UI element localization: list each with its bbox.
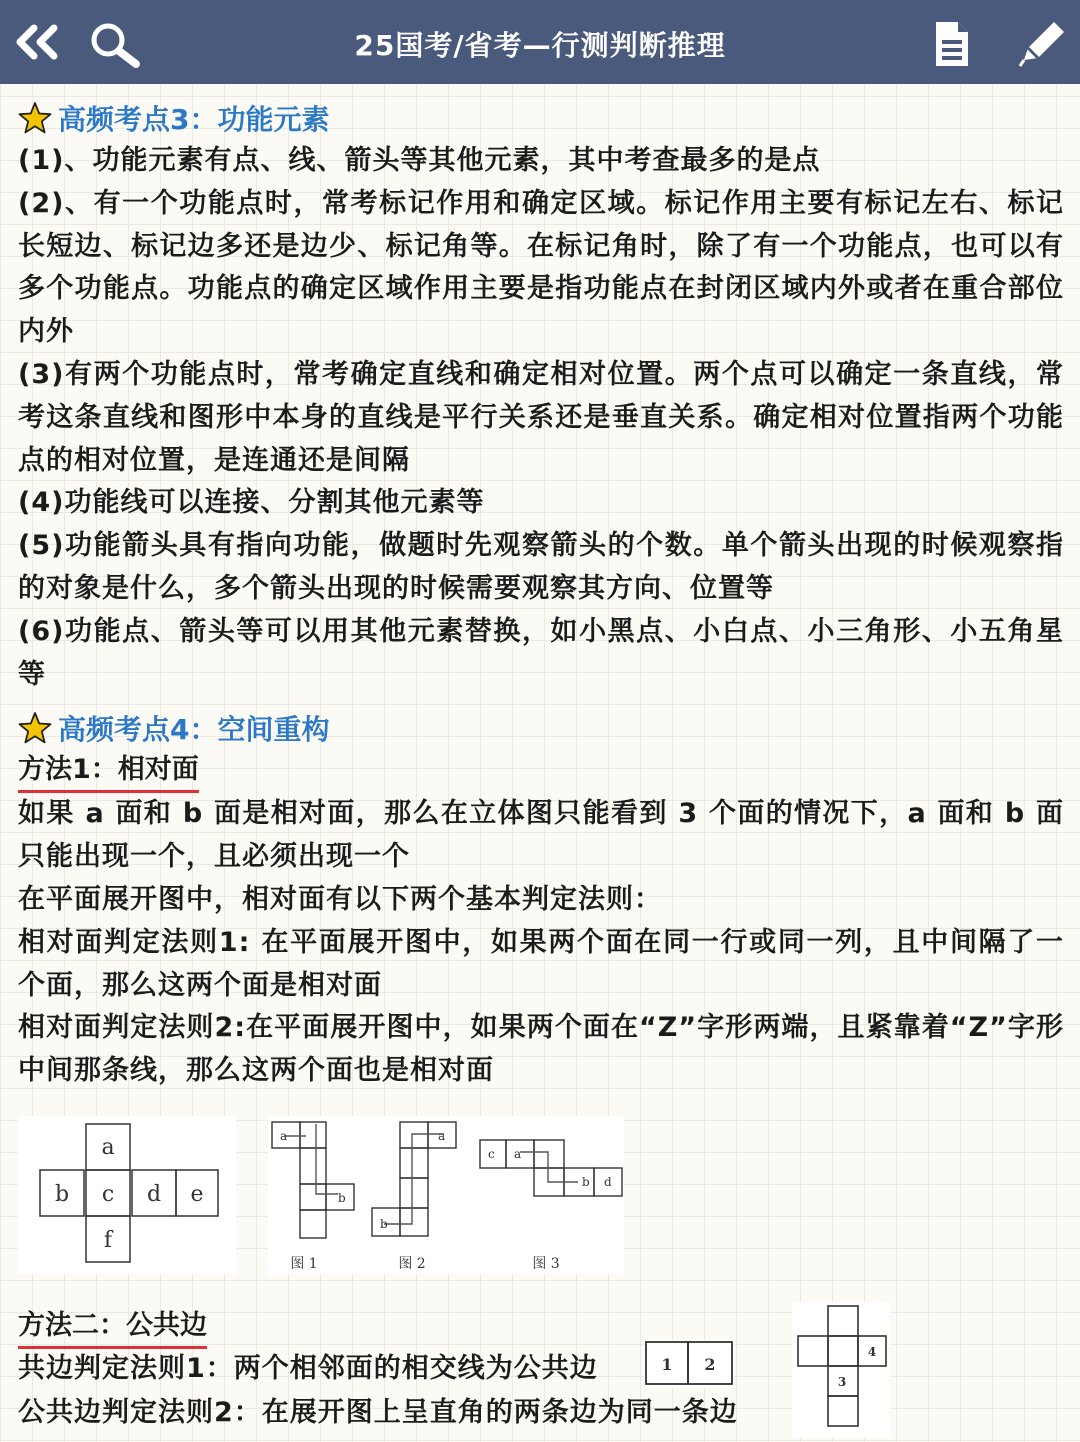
face-label: d xyxy=(146,1182,162,1207)
paragraph: (6)功能点、箭头等可以用其他元素替换，如小黑点、小白点、小三角形、小五角星等 xyxy=(18,615,1064,690)
star-icon xyxy=(18,101,52,135)
section-header xyxy=(18,706,1064,750)
paragraph: 在平面展开图中，相对面有以下两个基本判定法则： xyxy=(18,883,662,915)
section-title: 高频考点3：功能元素 xyxy=(58,103,330,136)
face-label: 2 xyxy=(704,1355,716,1374)
figure-caption: 图 2 xyxy=(398,1256,426,1272)
paragraph: (4)功能线可以连接、分割其他元素等 xyxy=(18,487,485,519)
face-label: d xyxy=(604,1175,612,1189)
face-label: a xyxy=(438,1129,446,1143)
face-label: b xyxy=(54,1182,70,1207)
article-content xyxy=(18,96,1064,1093)
method-heading: 方法1：相对面 xyxy=(18,750,199,793)
top-bar xyxy=(0,0,1080,84)
cross-net-figure xyxy=(18,1116,236,1274)
paragraph: (1)、功能元素有点、线、箭头等其他元素，其中考查最多的是点 xyxy=(18,145,821,176)
z-net-figures xyxy=(268,1116,624,1274)
z-net-fig3 xyxy=(480,1140,622,1272)
edge-figure xyxy=(644,1340,734,1388)
pencil-icon[interactable] xyxy=(1016,18,1068,74)
paragraph: (5)功能箭头具有指向功能，做题时先观察箭头的个数。单个箭头出现的时候观察指的对象是什么，多个箭头出现的时候需要观察其方向、位置等 xyxy=(18,530,1064,604)
paragraph: 相对面判定法则1: 在平面展开图中，如果两个面在同一行或同一列，且中间隔了一个面，那么这两个面是相对面 xyxy=(18,926,1064,1001)
cube-net-figures xyxy=(18,1116,628,1276)
rule-text: 共边判定法则1：两个相邻面的相交线为公共边 xyxy=(18,1353,598,1384)
face-label: a xyxy=(280,1129,288,1143)
figure-caption: 图 3 xyxy=(532,1256,560,1272)
face-label: b xyxy=(582,1175,590,1189)
section-title: 高频考点4：空间重构 xyxy=(58,713,330,747)
face-label: c xyxy=(488,1147,495,1161)
rule-text: 公共边判定法则2：在展开图上呈直角的两条边为同一条边 xyxy=(18,1397,738,1428)
face-label: b xyxy=(380,1217,388,1231)
method-heading: 方法二：公共边 xyxy=(18,1306,207,1349)
method2-block xyxy=(18,1300,1078,1440)
page-title: 25国考/省考—行测判断推理 xyxy=(354,29,726,62)
paragraph: (2)、有一个功能点时，常考标记作用和确定区域。标记作用主要有标记左右、标记长短边、标记边多还是边少、标记角等。在标记角时，除了有一个功能点，也可以有多个功能点。功能点的确定区域作用主要是指功能点在封闭区域内外或者在重合部位内外 xyxy=(18,187,1064,348)
z-net-fig2 xyxy=(372,1122,456,1272)
section-header xyxy=(18,96,1064,140)
face-label: a xyxy=(514,1147,522,1161)
face-label: 4 xyxy=(867,1345,877,1359)
face-label: e xyxy=(190,1182,204,1207)
z-net-fig1 xyxy=(272,1122,354,1272)
face-label: 3 xyxy=(837,1375,847,1389)
face-label: b xyxy=(338,1191,346,1205)
face-label: a xyxy=(101,1135,115,1160)
figure-caption: 图 1 xyxy=(290,1256,318,1272)
paragraph: 相对面判定法则2:在平面展开图中，如果两个面在“Z”字形两端，且紧靠着“Z”字形中间那条线，那么这两个面也是相对面 xyxy=(18,1012,1064,1087)
document-icon[interactable] xyxy=(932,20,972,72)
paragraph: 如果 a 面和 b 面是相对面，那么在立体图只能看到 3 个面的情况下，a 面和 b 面只能出现一个，且必须出现一个 xyxy=(18,798,1064,873)
star-icon xyxy=(18,711,52,745)
face-label: c xyxy=(101,1182,115,1207)
face-label: f xyxy=(103,1228,113,1253)
net-figure xyxy=(792,1302,890,1438)
paragraph: (3)有两个功能点时，常考确定直线和确定相对位置。两个点可以确定一条直线，常考这条直线和图形中本身的直线是平行关系还是垂直关系。确定相对位置指两个功能点的相对位置，是连通还是间隔 xyxy=(18,358,1064,476)
face-label: 1 xyxy=(661,1355,673,1374)
